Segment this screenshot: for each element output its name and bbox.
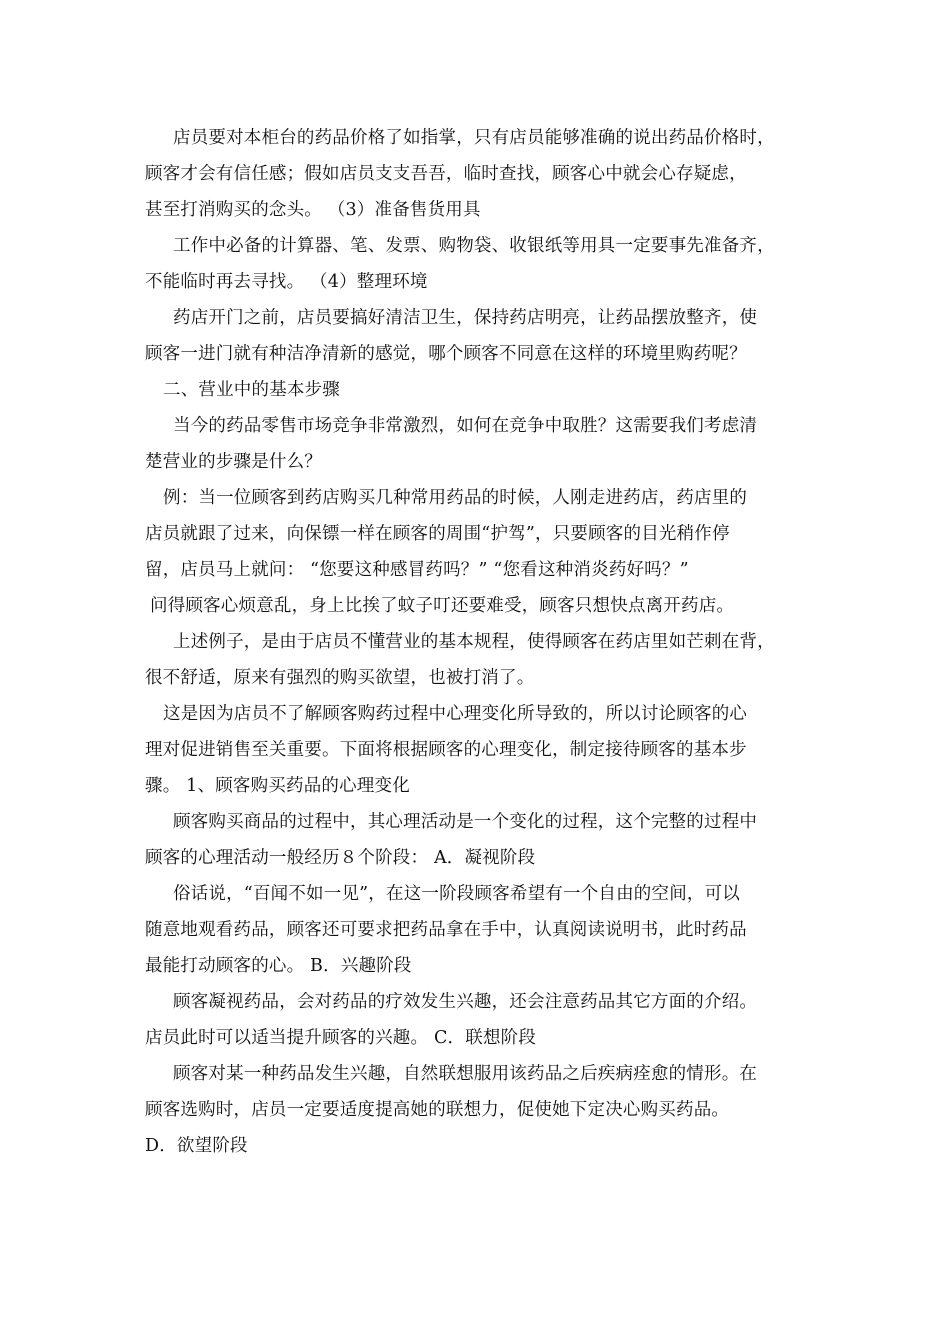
paragraph-line: 甚至打消购买的念头。 （3）准备售货用具	[145, 200, 481, 220]
paragraph-line: 药店开门之前，店员要搞好清洁卫生，保持药店明亮，让药品摆放整齐，使	[173, 308, 758, 328]
paragraph-line: 最能打动顾客的心。 B．兴趣阶段	[145, 956, 412, 976]
paragraph-line: 俗话说，“百闻不如一见”，在这一阶段顾客希望有一个自由的空间，可以	[173, 884, 740, 904]
paragraph-line: 留，店员马上就问： “您要这种感冒药吗？” “您看这种消炎药好吗？”	[145, 560, 689, 580]
paragraph-line: 顾客对某一种药品发生兴趣，自然联想服用该药品之后疾病痊愈的情形。在	[173, 1064, 758, 1084]
paragraph-line: 随意地观看药品，顾客还可要求把药品拿在手中，认真阅读说明书，此时药品	[145, 920, 747, 940]
paragraph-line: 顾客凝视药品，会对药品的疗效发生兴趣，还会注意药品其它方面的介绍。	[173, 992, 758, 1012]
paragraph-line: 店员要对本柜台的药品价格了如指掌，只有店员能够准确的说出药品价格时，	[173, 128, 775, 148]
paragraph-line: 当今的药品零售市场竞争非常激烈，如何在竞争中取胜？这需要我们考虑清	[173, 416, 758, 436]
paragraph-line: 店员此时可以适当提升顾客的兴趣。 C．联想阶段	[145, 1028, 537, 1048]
paragraph-line: 店员就跟了过来，向保镖一样在顾客的周围“护驾”，只要顾客的目光稍作停	[145, 524, 730, 544]
paragraph-line: 顾客购买商品的过程中，其心理活动是一个变化的过程，这个完整的过程中	[173, 812, 758, 832]
paragraph-line: 顾客选购时，店员一定要适度提高她的联想力，促使她下定决心购买药品。	[145, 1100, 730, 1120]
paragraph-line: 上述例子，是由于店员不懂营业的基本规程，使得顾客在药店里如芒刺在背，	[173, 632, 775, 652]
paragraph-line: 楚营业的步骤是什么？	[145, 452, 322, 472]
paragraph-line: 工作中必备的计算器、笔、发票、购物袋、收银纸等用具一定要事先准备齐，	[173, 236, 775, 256]
paragraph-line: 骤。 1、顾客购买药品的心理变化	[145, 776, 410, 796]
paragraph-line: 问得顾客心烦意乱，身上比挨了蚊子叮还要难受，顾客只想快点离开药店。	[150, 596, 735, 616]
paragraph-line: 这是因为店员不了解顾客购药过程中心理变化所导致的，所以讨论顾客的心	[163, 704, 748, 724]
paragraph-line: 顾客才会有信任感；假如店员支支吾吾，临时查找，顾客心中就会心存疑虑，	[145, 164, 747, 184]
section-heading: 二、营业中的基本步骤	[163, 380, 340, 400]
paragraph-line: 顾客一进门就有种洁净清新的感觉，哪个顾客不同意在这样的环境里购药呢？	[145, 344, 747, 364]
paragraph-line: 例：当一位顾客到药店购买几种常用药品的时候，人刚走进药店，药店里的	[163, 488, 748, 508]
paragraph-line: 顾客的心理活动一般经历８个阶段： A．凝视阶段	[145, 848, 536, 868]
paragraph-line: D．欲望阶段	[145, 1136, 248, 1156]
paragraph-line: 很不舒适，原来有强烈的购买欲望，也被打消了。	[145, 668, 535, 688]
paragraph-line: 不能临时再去寻找。 （4）整理环境	[145, 272, 428, 292]
paragraph-line: 理对促进销售至关重要。下面将根据顾客的心理变化，制定接待顾客的基本步	[145, 740, 747, 760]
